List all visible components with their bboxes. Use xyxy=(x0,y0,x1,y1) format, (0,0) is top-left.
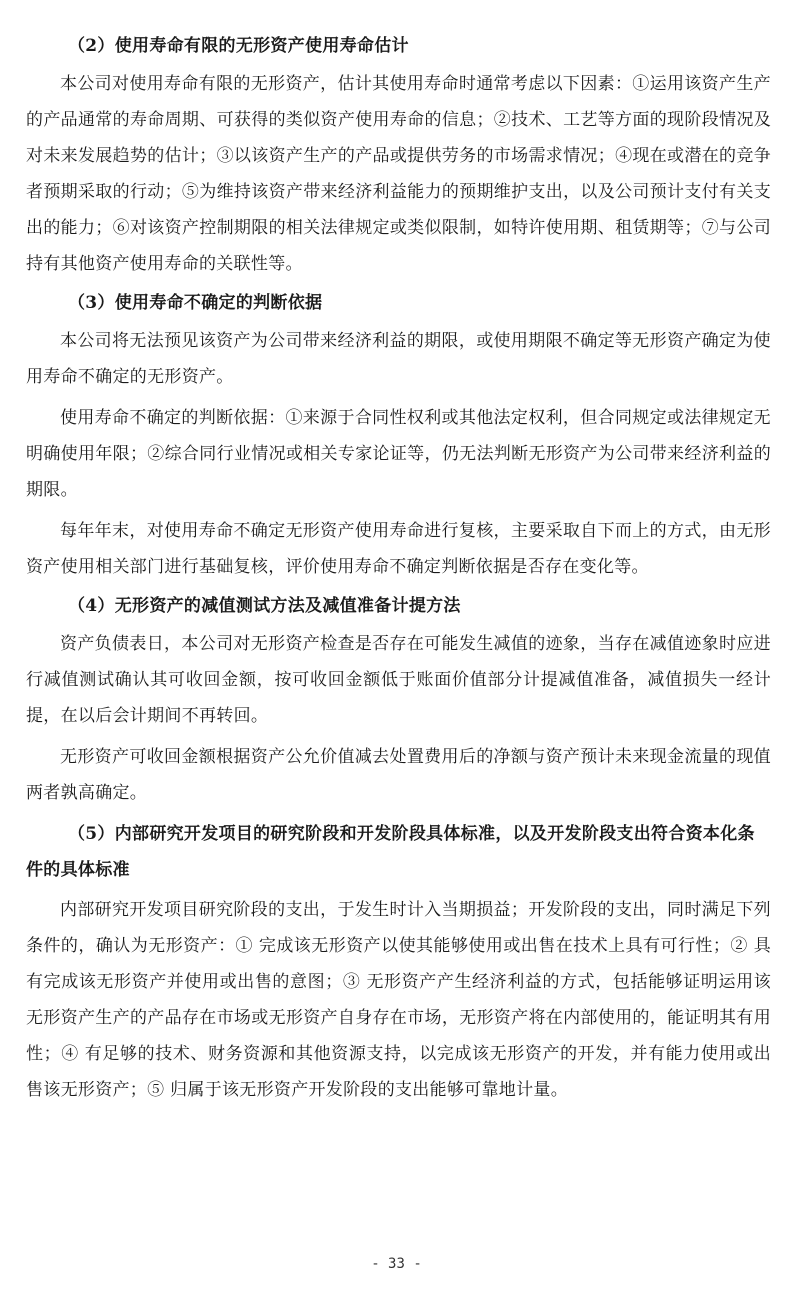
section-heading-3: （3）使用寿命不确定的判断依据 xyxy=(68,293,323,313)
paragraph: 本公司将无法预见该资产为公司带来经济利益的期限，或使用期限不确定等无形资产确定为使用寿命不确定的无形资产。 xyxy=(26,331,771,387)
page-number: - 33 - xyxy=(371,1256,422,1272)
paragraph: 使用寿命不确定的判断依据：①来源于合同性权利或其他法定权利，但合同规定或法律规定无明确使用年限；②综合同行业情况或相关专家论证等，仍无法判断无形资产为公司带来经济利益的期限。 xyxy=(26,408,771,500)
paragraph: 无形资产可收回金额根据资产公允价值减去处置费用后的净额与资产预计未来现金流量的现值两者孰高确定。 xyxy=(26,747,771,803)
paragraph: 每年年末，对使用寿命不确定无形资产使用寿命进行复核，主要采取自下而上的方式，由无形资产使用相关部门进行基础复核，评价使用寿命不确定判断依据是否存在变化等。 xyxy=(26,521,771,577)
paragraph: 内部研究开发项目研究阶段的支出，于发生时计入当期损益；开发阶段的支出，同时满足下列条件的，确认为无形资产：① 完成该无形资产以使其能够使用或出售在技术上具有可行性；② 具有完成该无形资产并使用或出售的意图；③ 无形资产产生经济利益的方式，包括能够证明运用该无形资产生产的产品存在市场或无形资产自身存在市场，无形资产将在内部使用的，能证明其有用性；④ 有足够的技术、财务资源和其他资源支持，以完成该无形资产的开发，并有能力使用或出售该无形资产；⑤ 归属于该无形资产开发阶段的支出能够可靠地计量。 xyxy=(26,900,771,1100)
paragraph: 资产负债表日，本公司对无形资产检查是否存在可能发生减值的迹象，当存在减值迹象时应进行减值测试确认其可收回金额，按可收回金额低于账面价值部分计提减值准备，减值损失一经计提，在以后会计期间不再转回。 xyxy=(26,634,771,726)
section-heading-2: （2）使用寿命有限的无形资产使用寿命估计 xyxy=(68,36,409,56)
paragraph: 本公司对使用寿命有限的无形资产，估计其使用寿命时通常考虑以下因素：①运用该资产生产的产品通常的寿命周期、可获得的类似资产使用寿命的信息；②技术、工艺等方面的现阶段情况及对未来发展趋势的估计；③以该资产生产的产品或提供劳务的市场需求情况；④现在或潜在的竞争者预期采取的行动；⑤为维持该资产带来经济利益能力的预期维护支出，以及公司预计支付有关支出的能力；⑥对该资产控制期限的相关法律规定或类似限制，如特许使用期、租赁期等；⑦与公司持有其他资产使用寿命的关联性等。 xyxy=(26,74,771,274)
section-heading-4: （4）无形资产的减值测试方法及减值准备计提方法 xyxy=(68,596,461,616)
section-heading-5: （5）内部研究开发项目的研究阶段和开发阶段具体标准，以及开发阶段支出符合资本化条件的具体标准 xyxy=(26,824,755,880)
